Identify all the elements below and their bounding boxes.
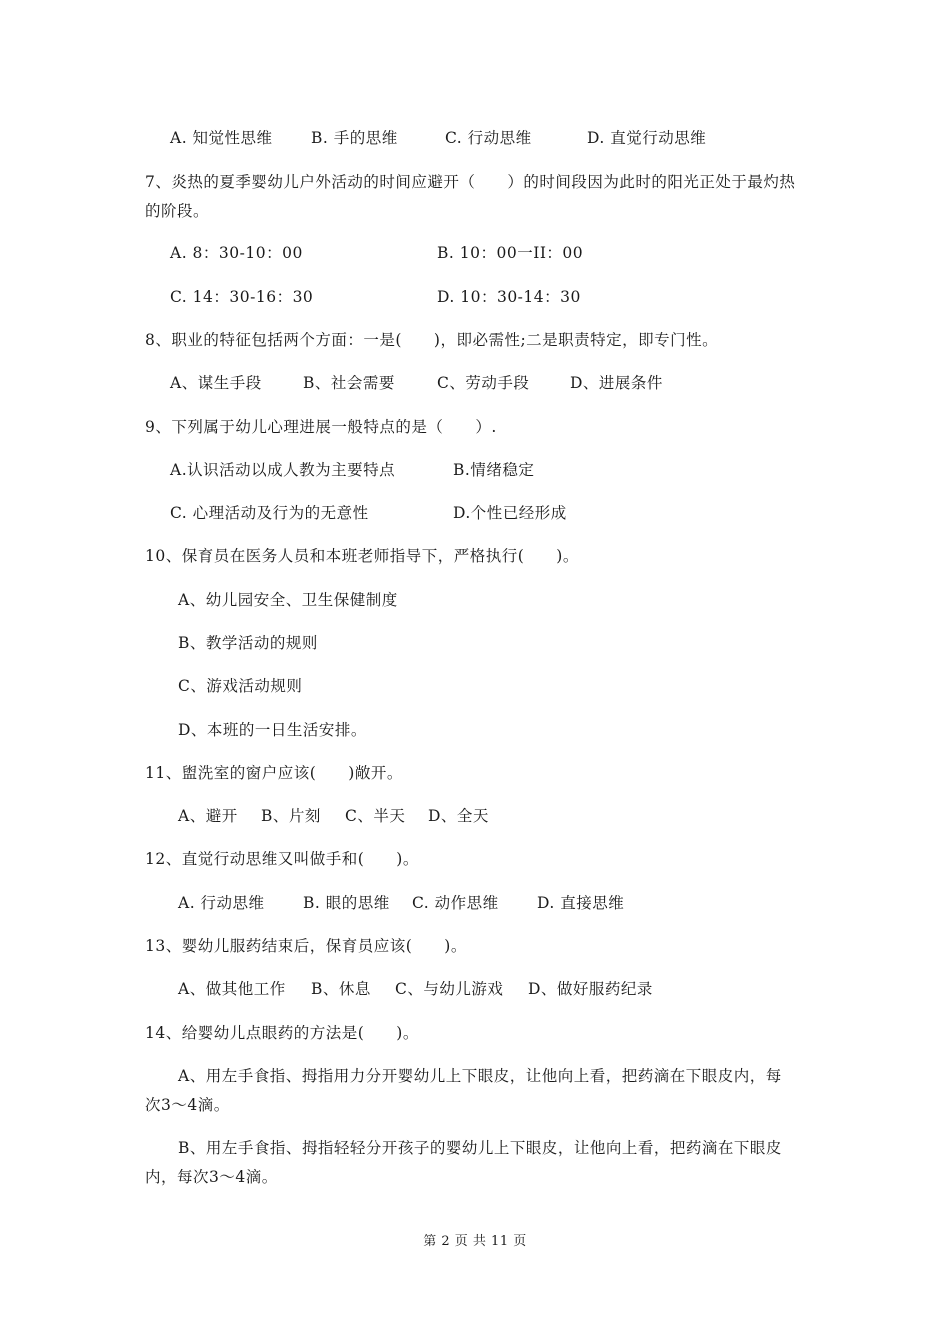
q14-question: 14、给婴幼儿点眼药的方法是( )。	[145, 1024, 419, 1042]
q8-question: 8、职业的特征包括两个方面：一是( )，即必需性;二是职责特定，即专门性。	[145, 331, 719, 349]
q13-option-d: D、做好服药纪录	[528, 980, 653, 998]
q14-option-b-line2: 内，每次3～4滴。	[145, 1168, 278, 1186]
q13-question: 13、婴幼儿服药结束后，保育员应该( )。	[145, 937, 467, 955]
q10-option-c: C、游戏活动规则	[178, 677, 303, 695]
q8-option-b: B、社会需要	[303, 374, 395, 392]
q12-option-a: A. 行动思维	[178, 894, 265, 912]
q7-question-line2: 的阶段。	[145, 202, 210, 220]
q7-question-line1: 7、炎热的夏季婴幼儿户外活动的时间应避开（ ）的时间段因为此时的阳光正处于最灼热	[145, 173, 796, 191]
q14-option-a-line1: A、用左手食指、拇指用力分开婴幼儿上下眼皮，让他向上看，把药滴在下眼皮内，每	[178, 1067, 782, 1085]
q6-option-c: C. 行动思维	[445, 129, 532, 147]
q13-option-b: B、休息	[311, 980, 371, 998]
q9-option-b: B.情绪稳定	[453, 461, 535, 479]
q6-option-b: B. 手的思维	[311, 129, 398, 147]
q10-option-b: B、教学活动的规则	[178, 634, 318, 652]
q12-option-d: D. 直接思维	[537, 894, 625, 912]
q8-option-a: A、谋生手段	[170, 374, 262, 392]
q9-option-d: D.个性已经形成	[453, 504, 567, 522]
q11-option-c: C、半天	[345, 807, 406, 825]
q7-option-a: A. 8：30-10：00	[170, 244, 303, 262]
q11-option-b: B、片刻	[261, 807, 321, 825]
q10-question: 10、保育员在医务人员和本班老师指导下，严格执行( )。	[145, 547, 579, 565]
q11-question: 11、盥洗室的窗户应该( )敞开。	[145, 764, 403, 782]
q9-option-c: C. 心理活动及行为的无意性	[170, 504, 369, 522]
q9-option-a: A.认识活动以成人教为主要特点	[170, 461, 396, 479]
q7-option-c: C. 14：30-16：30	[170, 288, 314, 306]
q10-option-d: D、本班的一日生活安排。	[178, 721, 367, 739]
q12-question: 12、直觉行动思维又叫做手和( )。	[145, 850, 419, 868]
q7-option-b: B. 10：00一II：00	[437, 244, 584, 262]
q11-option-d: D、全天	[428, 807, 489, 825]
q12-option-c: C. 动作思维	[412, 894, 499, 912]
q14-option-b-line1: B、用左手食指、拇指轻轻分开孩子的婴幼儿上下眼皮，让他向上看，把药滴在下眼皮	[178, 1139, 782, 1157]
q12-option-b: B. 眼的思维	[303, 894, 390, 912]
q10-option-a: A、幼儿园安全、卫生保健制度	[178, 591, 398, 609]
q6-option-d: D. 直觉行动思维	[587, 129, 707, 147]
page-number-footer: 第 2 页 共 11 页	[423, 1234, 527, 1249]
q13-option-a: A、做其他工作	[178, 980, 286, 998]
q11-option-a: A、避开	[178, 807, 238, 825]
q14-option-a-line2: 次3～4滴。	[145, 1096, 230, 1114]
q9-question: 9、下列属于幼儿心理进展一般特点的是（ ）.	[145, 418, 497, 436]
q8-option-d: D、进展条件	[570, 374, 663, 392]
q8-option-c: C、劳动手段	[437, 374, 530, 392]
q7-option-d: D. 10：30-14：30	[437, 288, 581, 306]
q6-option-a: A. 知觉性思维	[170, 129, 273, 147]
q13-option-c: C、与幼儿游戏	[395, 980, 504, 998]
